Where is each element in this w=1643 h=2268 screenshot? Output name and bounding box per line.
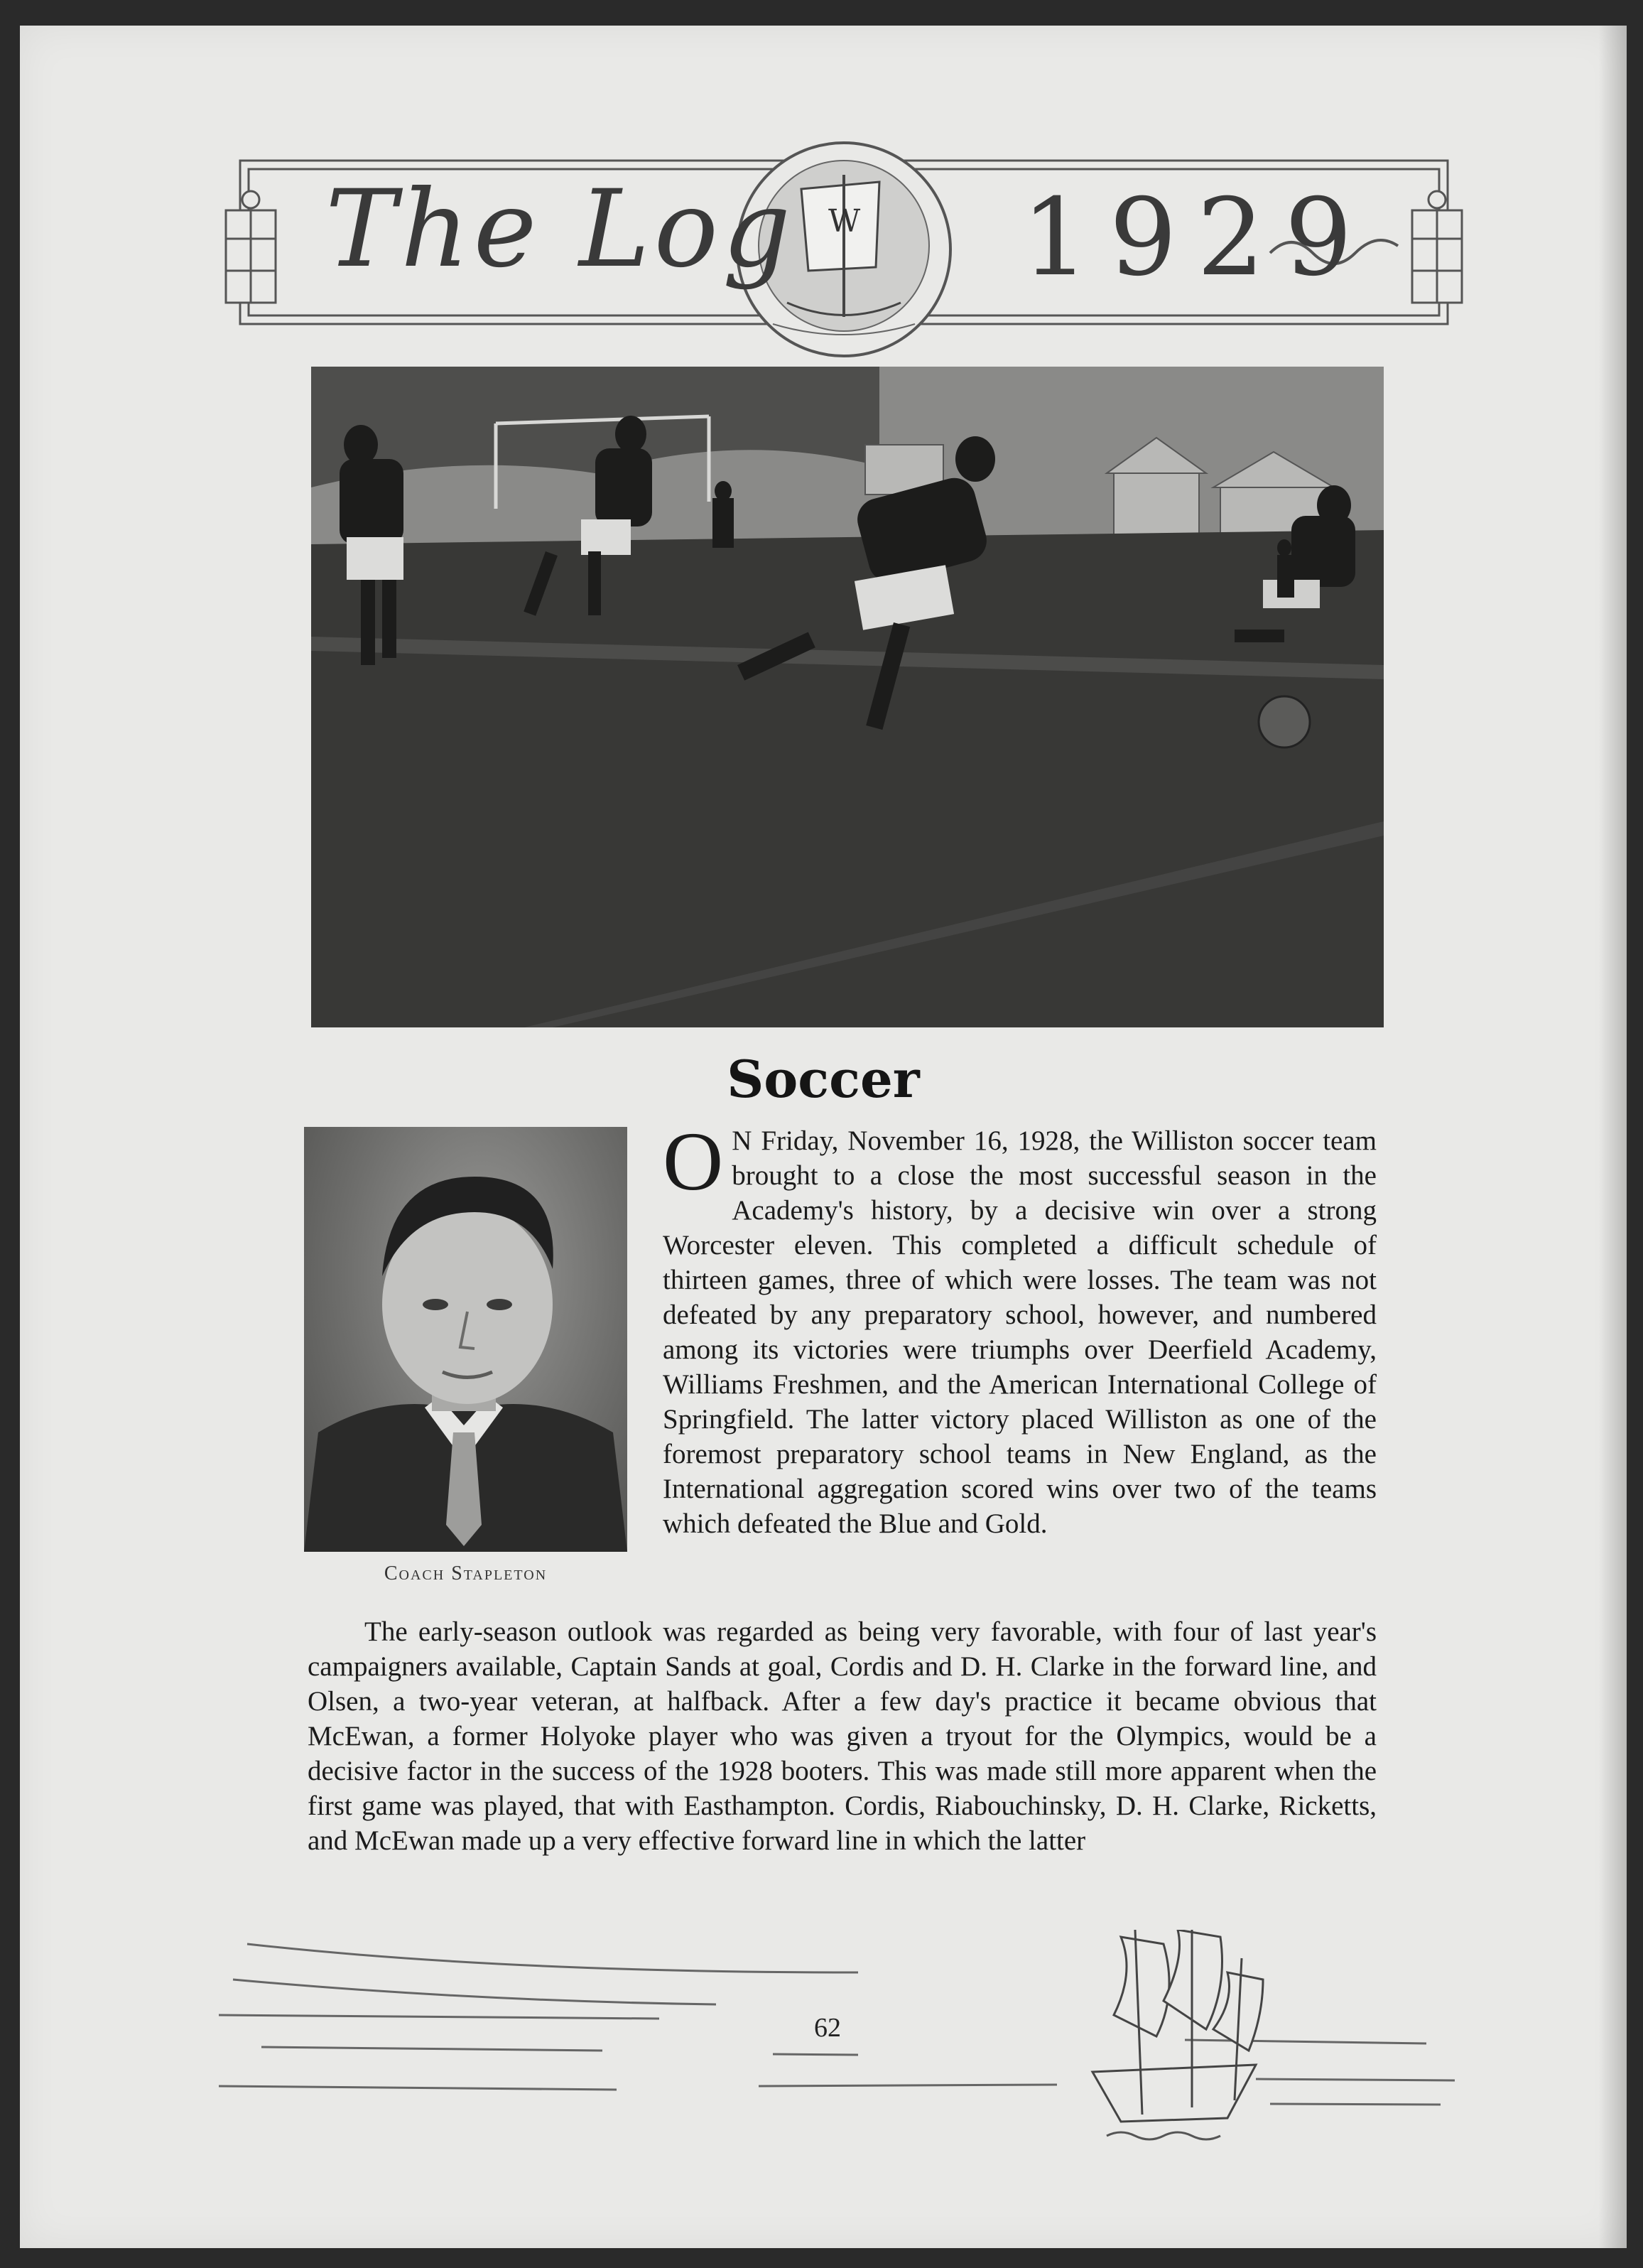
article-paragraph-1 (663, 1115, 1377, 1541)
header-banner (219, 132, 1469, 374)
page-edge-shadow (1598, 26, 1627, 2248)
ship-icon (1092, 1930, 1263, 2122)
emblem-letter: W (828, 203, 861, 239)
lantern-right-icon (1412, 191, 1462, 303)
footer-ship-illustration (219, 1930, 1455, 2157)
yearbook-page (20, 26, 1627, 2248)
coach-portrait-photo (304, 1127, 627, 1552)
portrait-caption: Coach Stapleton (384, 1562, 548, 1584)
paragraph-1-text: N Friday, November 16, 1928, the Williston soccer team brought to a close the most successful season in the Academy's history, by a decisive win over a strong Worcester eleven. This completed a difficult schedule of thirteen games, three of which were losses. The team was not defeated by any preparatory school, however, and numbered among its victories were triumphs over Deerfield Academy, Williams Freshmen, and the American International College of Springfield. The latter victory placed Williston as one of the foremost preparatory school teams in New England, as the International aggregation scored wins over two of the teams which defeated the Blue and Gold. (663, 1125, 1377, 1539)
page-number: 62 (814, 2013, 841, 2043)
article-paragraph-2: The early-season outlook was regarded as being very favorable, with four of last year's campaigners available, Captain Sands at goal, Cordis and D. H. Clarke in the forward line, and Olsen, a two-year veteran, at halfback. After a few day's practice it became obvious that McEwan, a former Holyoke player who was given a tryout for the Olympics, would be a decisive factor in the success of the 1928 booters. This was made still more apparent when the first game was played, that with Easthampton. Cordis, Riabouchinsky, D. H. Clarke, Ricketts, and McEwan made up a very effective forward line in which the latter (308, 1616, 1377, 1856)
article-heading: Soccer (727, 1049, 920, 1109)
yearbook-title: The Log (325, 168, 796, 291)
yearbook-year: 1929 (1021, 176, 1372, 300)
soccer-action-photo (311, 367, 1384, 1027)
dropcap-letter: O (663, 1115, 724, 1208)
lantern-left-icon (226, 191, 276, 303)
